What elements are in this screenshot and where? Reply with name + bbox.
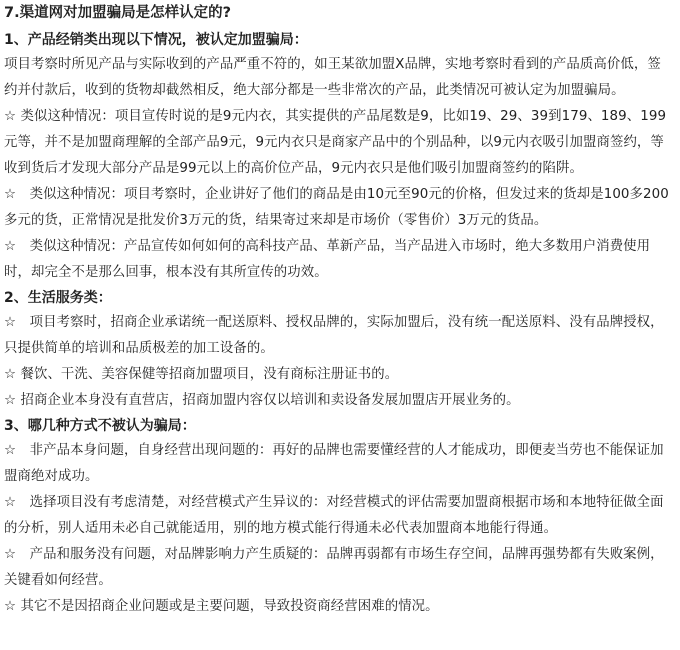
paragraph: ☆ 选择项目没有考虑清楚，对经营模式产生异议的：对经营模式的评估需要加盟商根据市场和本地特征做全面的分析，别人适用未必自己就能适用，别的地方模式能行得通未必代表加盟商本地能行得通。 bbox=[4, 495, 664, 536]
section-1 bbox=[4, 28, 672, 286]
paragraph: ☆ 类似这种情况：项目考察时，企业讲好了他们的商品是由10元至90元的价格，但发过来的货却是100多200多元的货，正常情况是批发价3万元的货，结果寄过来却是市场价（零售价）3万元的货品。 bbox=[4, 187, 669, 228]
paragraph: ☆ 非产品本身问题，自身经营出现问题的：再好的品牌也需要懂经营的人才能成功，即便麦当劳也不能保证加盟商绝对成功。 bbox=[4, 443, 664, 484]
section-heading: 3、哪几种方式不被认为骗局： bbox=[4, 418, 196, 434]
section-heading: 2、生活服务类： bbox=[4, 290, 112, 306]
paragraph: ☆ 项目考察时，招商企业承诺统一配送原料、授权品牌的，实际加盟后，没有统一配送原料、没有品牌授权，只提供简单的培训和品质极差的加工设备的。 bbox=[4, 315, 664, 356]
paragraph: ☆ 类似这种情况：项目宣传时说的是9元内衣，其实提供的产品尾数是9，比如19、29、39到179、189、199元等，并不是加盟商理解的全部产品9元，9元内衣只是商家产品中的个别品种，以9元内衣吸引加盟商签约，等收到货后才发现大部分产品是99元以上的高价位产品，9元内衣只是他们吸引加盟商签约的陷阱。 bbox=[4, 109, 667, 176]
paragraph: ☆ 餐饮、干洗、美容保健等招商加盟项目，没有商标注册证书的。 bbox=[4, 367, 399, 382]
section-3 bbox=[4, 414, 672, 620]
paragraph: ☆ 产品和服务没有问题，对品牌影响力产生质疑的：品牌再弱都有市场生存空间，品牌再强势都有失败案例，关键看如何经营。 bbox=[4, 547, 664, 588]
article-title: 7.渠道网对加盟骗局是怎样认定的? bbox=[4, 5, 232, 21]
paragraph: 项目考察时所见产品与实际收到的产品严重不符的，如王某欲加盟X品牌，实地考察时看到的产品质高价低，签约并付款后，收到的货物却截然相反，绝大部分都是一些非常次的产品，此类情况可被认定为加盟骗局。 bbox=[4, 57, 661, 98]
section-2 bbox=[4, 286, 672, 414]
paragraph: ☆ 类似这种情况：产品宣传如何如何的高科技产品、革新产品，当产品进入市场时，绝大多数用户消费使用时，却完全不是那么回事，根本没有其所宣传的功效。 bbox=[4, 239, 651, 280]
paragraph: ☆ 招商企业本身没有直营店，招商加盟内容仅以培训和卖设备发展加盟店开展业务的。 bbox=[4, 393, 520, 408]
paragraph: ☆ 其它不是因招商企业问题或是主要问题，导致投资商经营困难的情况。 bbox=[4, 599, 439, 614]
section-heading: 1、产品经销类出现以下情况，被认定加盟骗局： bbox=[4, 32, 308, 48]
